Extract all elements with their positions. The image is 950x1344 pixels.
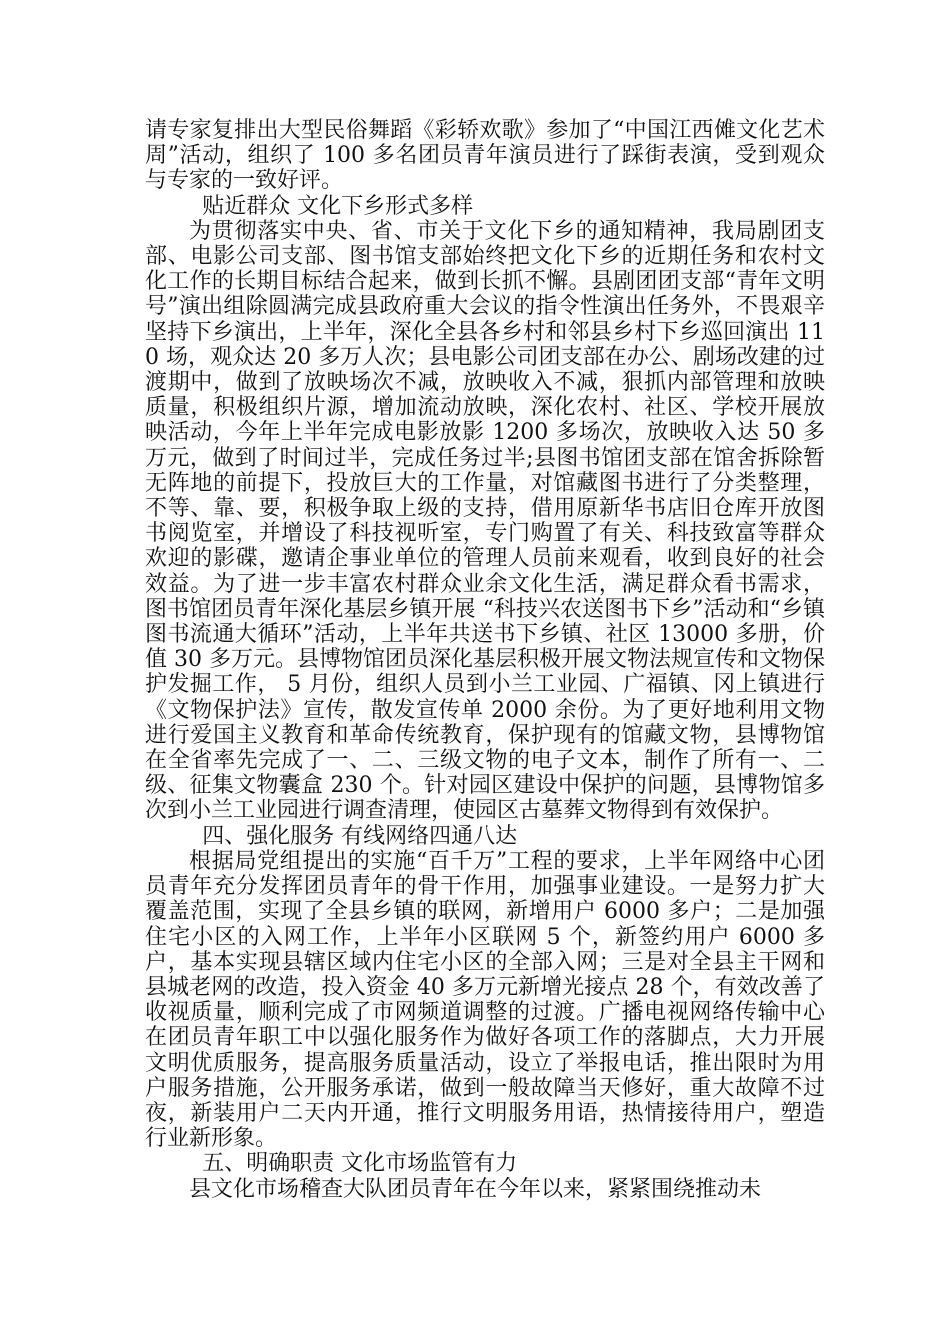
document-page (145, 118, 825, 1202)
paragraph-cable-network: 根据局党组提出的实施“百千万”工程的要求，上半年网络中心团员青年充分发挥团员青年的骨干作用，加强事业建设。一是努力扩大覆盖范围，实现了全县乡镇的联网，新增用户 6000 多户；二是加强住宅小区的入网工作，上半年小区联网 5 个，新签约用户 6000 多户，基本实现县辖区域内住宅小区的全部入网；三是对全县主干网和县城老网的改造，投入资金 40 多万元新增光接点 28 个，有效改善了收视质量，顺利完成了市网频道调整的过渡。广播电视网络传输中心在团员青年职工中以强化服务作为做好各项工作的落脚点，大力开展文明优质服务，提高服务质量活动，设立了举报电话，推出限时为用户服务措施，公开服务承诺，做到一般故障当天修好，重大故障不过夜，新装用户二天内开通，推行文明服务用语，热情接待用户，塑造行业新形象。 (145, 848, 825, 1152)
section-heading-culture-to-countryside: 贴近群众 文化下乡形式多样 (202, 193, 474, 219)
section-heading-cable-network: 四、强化服务 有线网络四通八达 (202, 823, 518, 849)
section-heading-market-supervision: 五、明确职责 文化市场监管有力 (202, 1151, 518, 1177)
paragraph-continuation: 请专家复排出大型民俗舞蹈《彩轿欢歌》参加了“中国江西傩文化艺术周”活动，组织了 100 多名团员青年演员进行了踩街表演，受到观众与专家的一致好评。 (145, 118, 825, 194)
paragraph-market-supervision: 县文化市场稽查大队团员青年在今年以来，紧紧围绕推动未 (189, 1176, 762, 1202)
paragraph-culture-to-countryside: 为贯彻落实中央、省、市关于文化下乡的通知精神，我局剧团支部、电影公司支部、图书馆支部始终把文化下乡的近期任务和农村文化工作的长期目标结合起来，做到长抓不懈。县剧团团支部“青年文明号”演出组除圆满完成县政府重大会议的指令性演出任务外，不畏艰辛坚持下乡演出，上半年，深化全县各乡村和邻县乡村下乡巡回演出 110 场，观众达 20 多万人次；县电影公司团支部在办公、剧场改建的过渡期中，做到了放映场次不减，放映收入不减，狠抓内部管理和放映质量，积极组织片源，增加流动放映，深化农村、社区、学校开展放映活动，今年上半年完成电影放影 1200 多场次，放映收入达 50 多万元，做到了时间过半，完成任务过半;县图书馆团支部在馆舍拆除暂无阵地的前提下，投放巨大的工作量，对馆藏图书进行了分类整理，不等、靠、要，积极争取上级的支持，借用原新华书店旧仓库开放图书阅览室，并增设了科技视听室，专门购置了有关、科技致富等群众欢迎的影碟，邀请企事业单位的管理人员前来观看，收到良好的社会效益。为了进一步丰富农村群众业余文化生活，满足群众看书需求，图书馆团员青年深化基层乡镇开展 “科技兴农送图书下乡”活动和“乡镇图书流通大循环”活动，上半年共送书下乡镇、社区 13000 多册，价值 30 多万元。县博物馆团员深化基层积极开展文物法规宣传和文物保护发掘工作， 5 月份，组织人员到小兰工业园、广福镇、冈上镇进行《文物保护法》宣传，散发宣传单 2000 余份。为了更好地利用文物进行爱国主义教育和革命传统教育，保护现有的馆藏文物，县博物馆在全省率先完成了一、二、三级文物的电子文本，制作了所有一、二级、征集文物囊盒 230 个。针对园区建设中保护的问题，县博物馆多次到小兰工业园进行调查清理，使园区古墓葬文物得到有效保护。 (145, 218, 825, 824)
